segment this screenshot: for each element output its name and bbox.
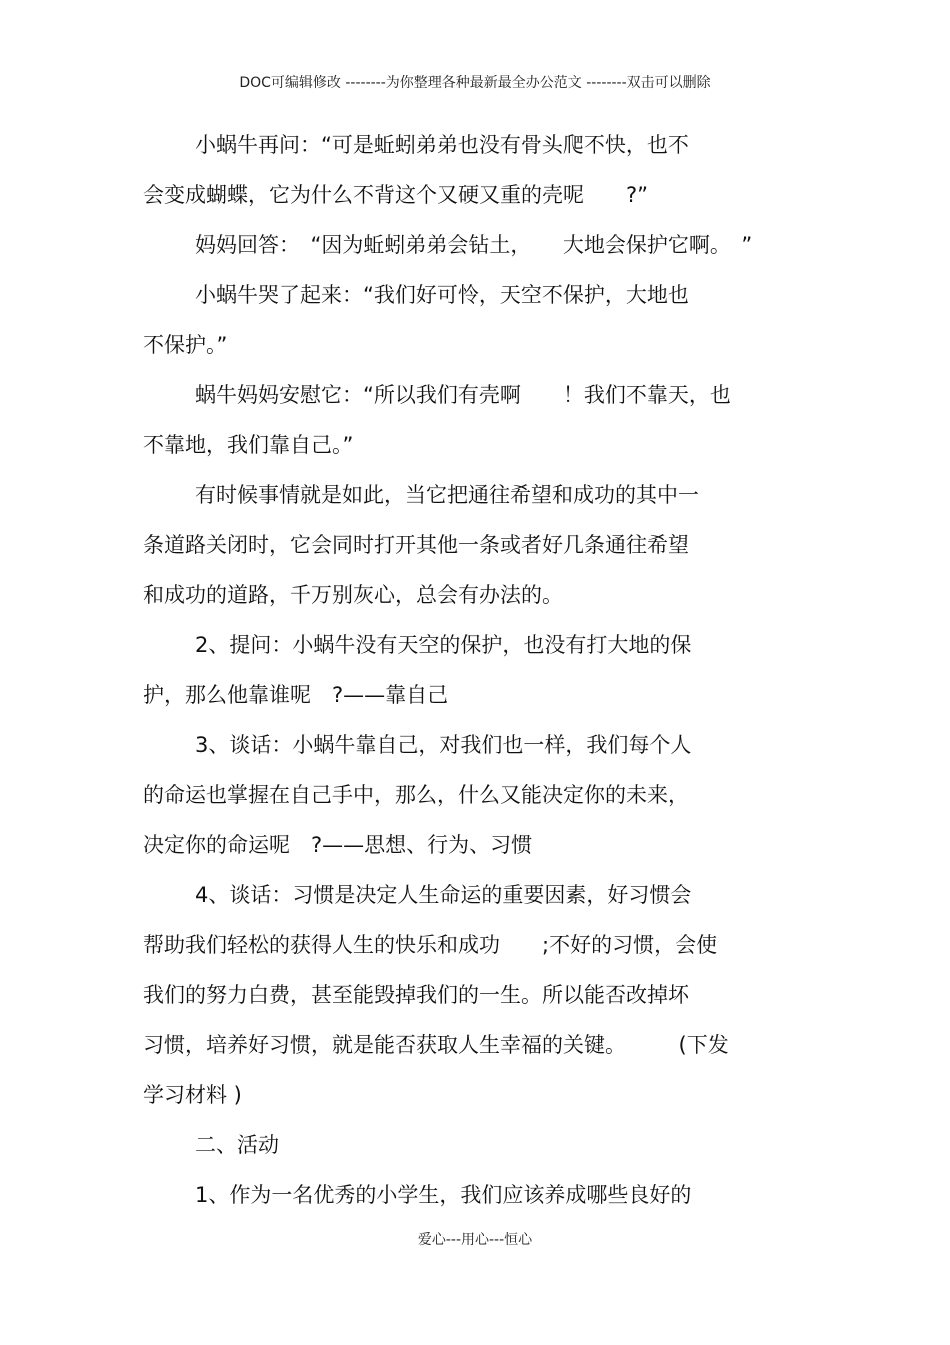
text-line: 1、作为一名优秀的小学生，我们应该养成哪些良好的 — [195, 1183, 692, 1207]
text-line: 不保护。” — [143, 333, 228, 357]
text-line: 2、提问：小蜗牛没有天空的保护，也没有打大地的保 — [195, 633, 692, 657]
text-line: 小蜗牛哭了起来：“我们好可怜，天空不保护，大地也 — [195, 283, 689, 307]
text-line: 4、谈话：习惯是决定人生命运的重要因素，好习惯会 — [195, 883, 692, 907]
page-header: DOC可编辑修改 --------为你整理各种最新最全办公范文 --------双击可以删除 — [239, 75, 711, 91]
text-line: 3、谈话：小蜗牛靠自己，对我们也一样，我们每个人 — [195, 733, 692, 757]
section-heading: 二、活动 — [195, 1133, 279, 1157]
text-line: 和成功的道路，千万别灰心，总会有办法的。 — [143, 583, 563, 607]
text-line: 习惯，培养好习惯，就是能否获取人生幸福的关键。 (下发 — [143, 1033, 729, 1057]
text-line: 学习材料 ) — [143, 1083, 242, 1107]
text-line: 有时候事情就是如此，当它把通往希望和成功的其中一 — [195, 483, 699, 507]
text-line: 蜗牛妈妈安慰它：“所以我们有壳啊 ！我们不靠天，也 — [195, 383, 731, 407]
text-line: 我们的努力白费，甚至能毁掉我们的一生。所以能否改掉坏 — [143, 983, 689, 1007]
text-line: 决定你的命运呢 ?——思想、行为、习惯 — [143, 833, 533, 857]
text-line: 的命运也掌握在自己手中，那么，什么又能决定你的未来， — [143, 783, 689, 807]
document-body — [143, 120, 823, 1220]
text-line: 会变成蝴蝶，它为什么不背这个又硬又重的壳呢 ?” — [143, 183, 649, 207]
text-line: 妈妈回答： “因为蚯蚓弟弟会钻土， 大地会保护它啊。 ” — [195, 233, 753, 257]
text-line: 小蜗牛再问：“可是蚯蚓弟弟也没有骨头爬不快，也不 — [195, 133, 689, 157]
text-line: 条道路关闭时，它会同时打开其他一条或者好几条通往希望 — [143, 533, 689, 557]
text-line: 帮助我们轻松的获得人生的快乐和成功 ;不好的习惯，会使 — [143, 933, 718, 957]
text-line: 不靠地，我们靠自己。” — [143, 433, 354, 457]
page-footer: 爱心---用心---恒心 — [417, 1232, 533, 1248]
text-line: 护，那么他靠谁呢 ?——靠自己 — [143, 683, 449, 707]
